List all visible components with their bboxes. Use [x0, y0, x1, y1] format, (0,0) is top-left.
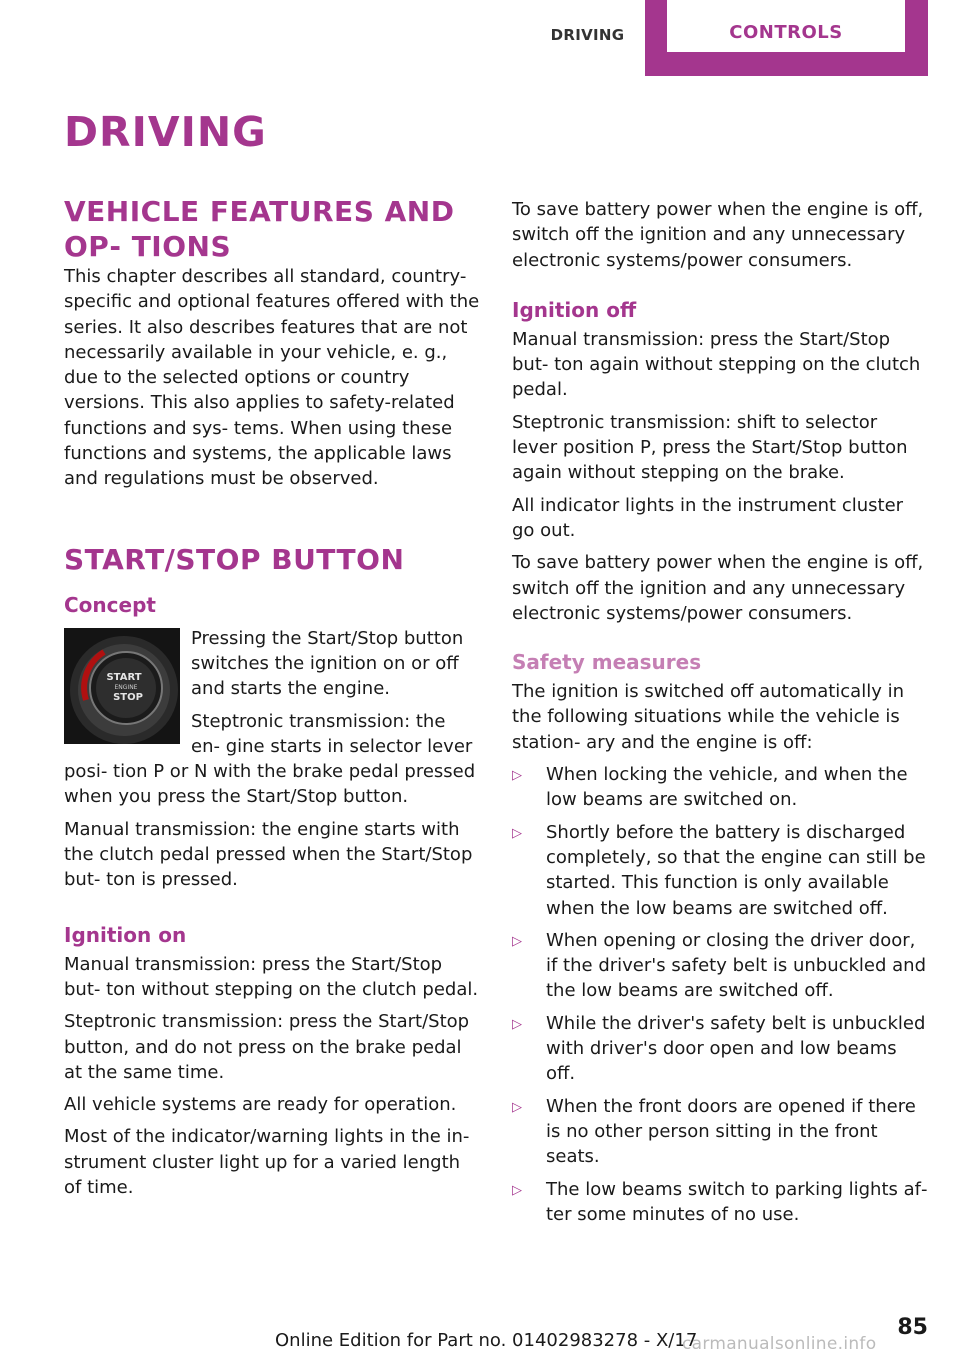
watermark: carmanualsonline.info: [682, 1334, 877, 1354]
left-column: [64, 194, 480, 1207]
ignition-on-paragraph-3: All vehicle systems are ready for operation.: [64, 1094, 457, 1116]
vehicle-features-heading: VEHICLE FEATURES AND OP‐ TIONS: [64, 195, 455, 263]
safety-measures-heading: Safety measures: [512, 650, 702, 675]
concept-paragraph-1: Pressing the Start/Stop button switches the ignition on or off and starts the engine.: [191, 627, 464, 700]
concept-paragraph-3: Manual transmission: the engine starts with the clutch pedal pressed when the Start/Stop but‐ ton is pressed.: [64, 818, 473, 891]
triangle-right-icon: ▷: [512, 1016, 522, 1032]
header-tab: [645, 0, 928, 76]
start-stop-button-photo: [64, 628, 180, 744]
safety-measures-list: [512, 762, 928, 1227]
figure-stop-label: STOP: [113, 691, 143, 703]
page-number: 85: [897, 1315, 928, 1340]
triangle-right-icon: ▷: [512, 1182, 522, 1198]
concept-paragraph-2: Steptronic transmission: the en‐ gine starts in selector lever posi‐ tion P or N with the brake pedal pressed when you press the Start/Stop button.: [64, 710, 476, 808]
ignition-off-paragraph-4: To save battery power when the engine is off, switch off the ignition and any unnecessary electronic systems/power consumers.: [512, 552, 924, 624]
triangle-right-icon: ▷: [512, 1099, 522, 1115]
ignition-on-paragraph-1: Manual transmission: press the Start/Stop but‐ ton without stepping on the clutch pedal.: [64, 953, 479, 1000]
header-section-label: DRIVING: [550, 26, 625, 44]
triangle-right-icon: ▷: [512, 933, 522, 949]
ignition-off-paragraph-3: All indicator lights in the instrument cluster go out.: [512, 494, 904, 541]
footer-edition: Online Edition for Part no. 01402983278 - X/17: [275, 1330, 698, 1351]
header-tab-label: CONTROLS: [729, 22, 843, 43]
list-item: ▷ When opening or closing the driver door, if the driver's safety belt is unbuckled and the low beams are switched off.: [512, 929, 927, 1002]
vehicle-features-body: This chapter describes all standard, country-specific and optional features offered with the series. It also describes features that are not necessarily available in your vehicle, e. g., due to the selected options or country versions. This also applies to safety-related functions and sys‐ tems. When using these functions and systems, the applicable laws and regulations must be observed.: [64, 266, 480, 490]
battery-note: To save battery power when the engine is off, switch off the ignition and any unnecessary electronic systems/power consumers.: [512, 199, 924, 271]
concept-heading: Concept: [64, 592, 156, 617]
list-item: ▷ Shortly before the battery is discharged completely, so that the engine can still be started. This function is only available when the low beams are switched off.: [512, 821, 926, 919]
triangle-right-icon: ▷: [512, 825, 522, 841]
ignition-off-paragraph-1: Manual transmission: press the Start/Stop but‐ ton again without stepping on the clutch pedal.: [512, 328, 921, 401]
safety-measures-intro: The ignition is switched off automatically in the following situations while the vehicle is station‐ ary and the engine is off:: [512, 681, 905, 753]
list-item: ▷ When the front doors are opened if there is no other person sitting in the front seats.: [512, 1095, 916, 1168]
ignition-off-heading: Ignition off: [512, 297, 637, 322]
figure-engine-label: ENGINE: [114, 683, 138, 691]
list-item: ▷ The low beams switch to parking lights af‐ ter some minutes of no use.: [512, 1178, 928, 1225]
ignition-on-heading: Ignition on: [64, 922, 187, 947]
triangle-right-icon: ▷: [512, 768, 522, 784]
right-column: [512, 197, 928, 1234]
ignition-on-paragraph-4: Most of the indicator/warning lights in the in‐ strument cluster light up for a varied length of time.: [64, 1126, 470, 1199]
start-stop-heading: START/STOP BUTTON: [64, 542, 405, 576]
chapter-title: DRIVING: [64, 108, 267, 156]
ignition-on-paragraph-2: Steptronic transmission: press the Start/Stop button, and do not press on the brake pedal at the same time.: [64, 1011, 470, 1083]
list-item: ▷ When locking the vehicle, and when the low beams are switched on.: [512, 764, 908, 811]
list-item: ▷ While the driver's safety belt is unbuckled with driver's door open and low beams off.: [512, 1012, 926, 1085]
figure-start-label: START: [106, 671, 142, 683]
ignition-off-paragraph-2: Steptronic transmission: shift to selector lever position P, press the Start/Stop button again without stepping on the brake.: [512, 411, 908, 484]
